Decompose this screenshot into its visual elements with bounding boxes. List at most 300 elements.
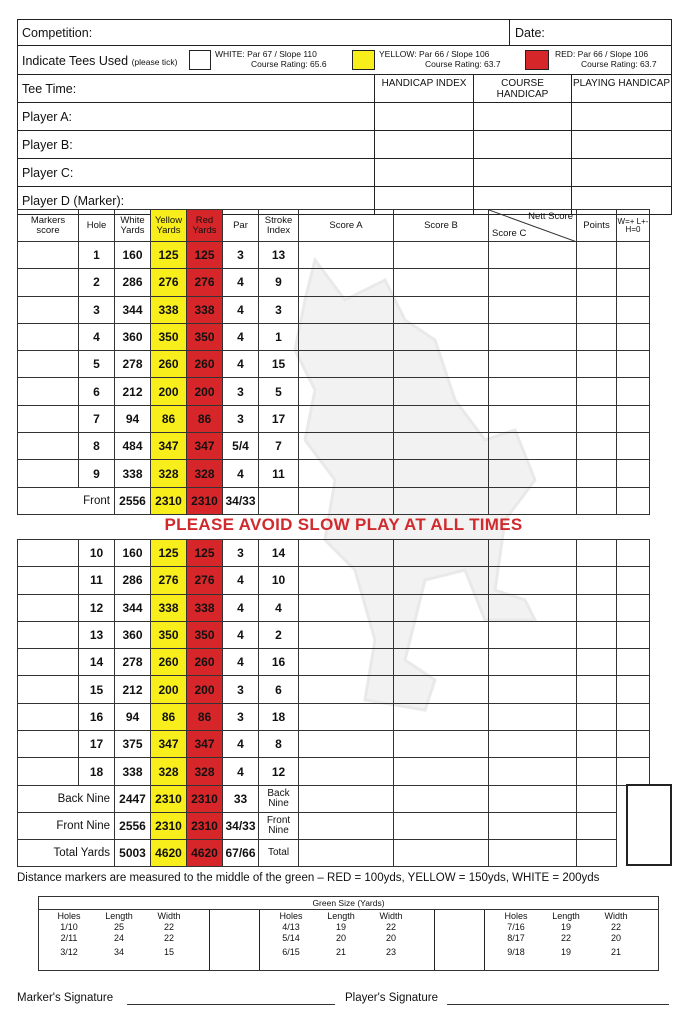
score-b-cell[interactable] [394,378,489,405]
points-cell[interactable] [577,812,617,839]
result-cell[interactable] [617,649,650,676]
par-value: 4 [223,296,259,323]
result-cell[interactable] [617,567,650,594]
white-tee-info: WHITE: Par 67 / Slope 110 Course Rating: 65.6 [215,49,327,69]
stroke-index: 7 [259,433,299,460]
marker-signature-label: Marker's Signature [17,992,114,1004]
white-yards: 360 [115,323,151,350]
score-cell[interactable] [577,487,617,514]
player-signature-label: Player's Signature [345,992,438,1004]
total-tag: Front Nine [259,812,299,839]
green-size-value: 24 [113,933,124,943]
hole-number: 9 [79,460,115,487]
par-value: 4 [223,323,259,350]
score-c-cell[interactable] [489,405,577,432]
score-a-cell[interactable] [299,703,394,730]
score-a-cell[interactable] [299,731,394,758]
front-total-row [18,487,650,514]
player-c-row[interactable] [18,159,671,187]
hole-number: 12 [79,594,115,621]
yellow-yards: 347 [151,731,187,758]
total-label: Front Nine [18,812,115,839]
par-value: 3 [223,540,259,567]
score-c-cell[interactable] [489,758,577,785]
markers-score-cell[interactable] [18,405,79,432]
stroke-index: 15 [259,351,299,378]
player-c-label: Player C: [22,166,74,180]
score-c-cell[interactable] [489,378,577,405]
hole-row [18,703,650,730]
score-b-cell[interactable] [394,758,489,785]
yellow-tee-checkbox[interactable] [352,50,375,70]
red-yards: 350 [187,323,223,350]
green-size-header: Length [327,911,355,921]
hole-row [18,269,650,296]
green-size-value: 8/17 [507,933,525,943]
points-cell[interactable] [577,323,617,350]
points-cell[interactable] [577,676,617,703]
total-yellow: 4620 [151,839,187,866]
green-size-table [38,896,659,971]
total-row [18,785,650,812]
score-c-cell[interactable] [489,594,577,621]
hole-row [18,567,650,594]
yellow-yards-header: Yellow Yards [151,210,187,242]
result-cell[interactable] [617,594,650,621]
white-yards: 338 [115,460,151,487]
yellow-yards: 200 [151,378,187,405]
player-signature-line[interactable] [447,1004,669,1005]
yellow-yards: 125 [151,242,187,269]
white-yards: 344 [115,594,151,621]
points-cell[interactable] [577,351,617,378]
points-cell[interactable] [577,839,617,866]
yellow-tee-info: YELLOW: Par 66 / Slope 106 Course Rating: 63.7 [379,49,501,69]
red-tee-info: RED: Par 66 / Slope 106 Course Rating: 63.7 [555,49,657,69]
green-size-column-length [321,911,361,958]
score-c-cell[interactable] [489,812,577,839]
score-c-cell[interactable] [489,839,577,866]
total-tag: Total [259,839,299,866]
score-a-cell[interactable] [299,351,394,378]
green-size-value: 22 [385,922,396,932]
green-size-value: 6/15 [282,947,300,957]
score-cell[interactable] [617,487,650,514]
green-size-column-holes [271,911,311,958]
score-c-cell[interactable] [489,731,577,758]
wlh-header: W=+ L+- H=0 [617,210,650,242]
score-cell[interactable] [489,487,577,514]
stroke-index-header: Stroke Index [259,210,299,242]
markers-score-cell[interactable] [18,649,79,676]
hole-row [18,460,650,487]
score-c-cell[interactable] [489,269,577,296]
result-cell[interactable] [617,758,650,785]
total-white: 5003 [115,839,151,866]
white-yards: 286 [115,567,151,594]
green-size-header: Length [105,911,133,921]
markers-score-cell[interactable] [18,703,79,730]
score-b-cell[interactable] [394,812,489,839]
hole-row [18,296,650,323]
hole-number: 5 [79,351,115,378]
par-value: 4 [223,351,259,378]
score-b-cell[interactable] [394,621,489,648]
markers-score-cell[interactable] [18,433,79,460]
par-value: 3 [223,242,259,269]
hole-number: 3 [79,296,115,323]
red-yards: 276 [187,269,223,296]
yellow-yards: 276 [151,269,187,296]
stroke-index: 2 [259,621,299,648]
score-a-cell[interactable] [299,649,394,676]
total-par: 33 [223,785,259,812]
score-a-cell[interactable] [299,460,394,487]
markers-score-cell[interactable] [18,351,79,378]
hole-number: 13 [79,621,115,648]
points-cell[interactable] [577,405,617,432]
score-c-cell[interactable] [489,351,577,378]
yellow-yards: 200 [151,676,187,703]
distance-note: Distance markers are measured to the middle of the green – RED = 100yds, YELLOW = 150yds, WHITE = 200yds [17,872,600,884]
points-cell[interactable] [577,242,617,269]
score-c-cell[interactable] [489,460,577,487]
nett-score-label: Nett Score [528,211,573,222]
red-yards-header: Red Yards [187,210,223,242]
front-total-label: Front [18,487,115,514]
back-nine-table [17,539,650,867]
red-yards: 276 [187,567,223,594]
green-size-value: 20 [385,933,396,943]
green-size-header: Length [552,911,580,921]
white-yards: 212 [115,378,151,405]
score-c-cell[interactable] [489,296,577,323]
score-a-header: Score A [299,210,394,242]
score-c-cell[interactable] [489,567,577,594]
score-a-cell[interactable] [299,785,394,812]
score-b-cell[interactable] [394,351,489,378]
score-a-cell[interactable] [299,540,394,567]
match-result-box[interactable] [626,784,672,866]
total-tag: Back Nine [259,785,299,812]
points-cell[interactable] [577,460,617,487]
stroke-index: 6 [259,676,299,703]
par-value: 4 [223,758,259,785]
red-yards: 328 [187,460,223,487]
white-yards: 344 [115,296,151,323]
yellow-yards: 350 [151,621,187,648]
hole-number: 10 [79,540,115,567]
red-yards: 347 [187,731,223,758]
par-header: Par [223,210,259,242]
result-cell[interactable] [617,731,650,758]
white-yards: 94 [115,703,151,730]
total-red: 2310 [187,785,223,812]
yellow-yards: 125 [151,540,187,567]
markers-score-cell[interactable] [18,460,79,487]
markers-score-cell[interactable] [18,323,79,350]
tees-hint: (please tick) [131,57,178,67]
markers-score-cell[interactable] [18,567,79,594]
points-cell[interactable] [577,567,617,594]
white-yards: 212 [115,676,151,703]
stroke-index: 10 [259,567,299,594]
green-size-value: 23 [385,947,396,957]
yellow-yards: 338 [151,296,187,323]
hole-number: 4 [79,323,115,350]
score-a-cell[interactable] [299,621,394,648]
score-c-cell[interactable] [489,540,577,567]
hole-number: 17 [79,731,115,758]
player-b-label: Player B: [22,138,73,152]
front-total-white: 2556 [115,487,151,514]
green-size-value: 20 [610,933,621,943]
yellow-yards: 350 [151,323,187,350]
red-yards: 338 [187,594,223,621]
green-size-value: 19 [560,947,571,957]
result-cell[interactable] [617,460,650,487]
red-yards: 260 [187,649,223,676]
red-yards: 125 [187,242,223,269]
stroke-index: 16 [259,649,299,676]
total-row [18,839,650,866]
result-cell[interactable] [617,296,650,323]
green-size-value: 2/11 [60,933,78,943]
tees-row [18,46,671,75]
score-b-cell[interactable] [394,540,489,567]
score-c-cell[interactable] [489,676,577,703]
green-size-value: 22 [560,933,571,943]
course-handicap-header: COURSE HANDICAP [496,78,549,100]
red-yards: 328 [187,758,223,785]
score-b-cell[interactable] [394,676,489,703]
score-b-cell[interactable] [394,594,489,621]
score-a-cell[interactable] [299,567,394,594]
stroke-index: 9 [259,269,299,296]
score-c-cell[interactable] [489,785,577,812]
header-block [17,19,672,215]
result-cell[interactable] [617,378,650,405]
total-white: 2556 [115,812,151,839]
hole-row [18,405,650,432]
score-c-cell[interactable] [489,703,577,730]
green-size-value: 19 [560,922,571,932]
yellow-yards: 86 [151,703,187,730]
result-cell[interactable] [617,269,650,296]
markers-score-cell[interactable] [18,621,79,648]
score-b-cell[interactable] [394,269,489,296]
green-size-column-length [546,911,586,958]
white-yards: 278 [115,351,151,378]
green-size-value: 7/16 [507,922,525,932]
score-a-cell[interactable] [299,758,394,785]
score-c-cell[interactable] [489,649,577,676]
markers-score-cell[interactable] [18,594,79,621]
hole-number: 18 [79,758,115,785]
hole-row [18,433,650,460]
score-a-cell[interactable] [299,269,394,296]
total-label: Back Nine [18,785,115,812]
green-size-value: 22 [163,922,174,932]
points-cell[interactable] [577,540,617,567]
red-tee-checkbox[interactable] [525,50,549,70]
stroke-index: 11 [259,460,299,487]
score-b-cell[interactable] [394,296,489,323]
score-a-cell[interactable] [299,378,394,405]
points-cell[interactable] [577,269,617,296]
stroke-index: 8 [259,731,299,758]
markers-score-cell[interactable] [18,758,79,785]
par-value: 3 [223,405,259,432]
points-cell[interactable] [577,621,617,648]
points-cell[interactable] [577,703,617,730]
green-size-title: Green Size (Yards) [39,897,658,910]
score-b-cell[interactable] [394,839,489,866]
total-yellow: 2310 [151,812,187,839]
result-cell[interactable] [617,405,650,432]
score-a-cell[interactable] [299,676,394,703]
result-cell[interactable] [617,676,650,703]
total-red: 4620 [187,839,223,866]
par-value: 4 [223,460,259,487]
front-total-yellow: 2310 [151,487,187,514]
score-b-cell[interactable] [394,405,489,432]
hole-row [18,242,650,269]
score-a-cell[interactable] [299,433,394,460]
player-d-label: Player D (Marker): [22,194,125,208]
green-size-header: Width [379,911,403,921]
score-cell[interactable] [394,487,489,514]
result-cell[interactable] [617,323,650,350]
score-a-cell[interactable] [299,812,394,839]
hole-number: 8 [79,433,115,460]
white-yards: 484 [115,433,151,460]
points-cell[interactable] [577,758,617,785]
yellow-yards: 328 [151,758,187,785]
stroke-index: 18 [259,703,299,730]
green-size-value: 22 [610,922,621,932]
marker-signature-line[interactable] [127,1004,335,1005]
result-cell[interactable] [617,621,650,648]
stroke-index: 17 [259,405,299,432]
white-tee-checkbox[interactable] [189,50,211,70]
score-b-cell[interactable] [394,242,489,269]
result-cell[interactable] [617,703,650,730]
score-a-cell[interactable] [299,839,394,866]
green-size-value: 4/13 [282,922,300,932]
hole-row [18,323,650,350]
score-b-cell[interactable] [394,567,489,594]
score-b-header: Score B [394,210,489,242]
par-value: 4 [223,269,259,296]
score-cell[interactable] [259,487,299,514]
hole-number: 15 [79,676,115,703]
total-par: 67/66 [223,839,259,866]
score-b-cell[interactable] [394,460,489,487]
red-yards: 125 [187,540,223,567]
result-cell[interactable] [617,351,650,378]
par-value: 4 [223,621,259,648]
points-header: Points [577,210,617,242]
points-cell[interactable] [577,296,617,323]
points-cell[interactable] [577,649,617,676]
markers-score-cell[interactable] [18,378,79,405]
markers-score-cell[interactable] [18,540,79,567]
stroke-index: 1 [259,323,299,350]
markers-score-cell[interactable] [18,731,79,758]
score-c-cell[interactable] [489,242,577,269]
hole-number: 6 [79,378,115,405]
green-size-column-holes [496,911,536,958]
score-b-cell[interactable] [394,433,489,460]
score-a-cell[interactable] [299,242,394,269]
hole-row [18,540,650,567]
score-c-cell[interactable] [489,433,577,460]
yellow-yards: 276 [151,567,187,594]
white-yards: 360 [115,621,151,648]
result-cell[interactable] [617,540,650,567]
result-cell[interactable] [617,433,650,460]
green-size-value: 25 [113,922,124,932]
markers-score-cell[interactable] [18,296,79,323]
white-yards: 160 [115,540,151,567]
green-size-header: Holes [57,911,81,921]
points-cell[interactable] [577,785,617,812]
slow-play-banner: PLEASE AVOID SLOW PLAY AT ALL TIMES [164,515,523,534]
red-yards: 86 [187,405,223,432]
score-b-cell[interactable] [394,649,489,676]
score-b-cell[interactable] [394,731,489,758]
score-a-cell[interactable] [299,594,394,621]
points-cell[interactable] [577,594,617,621]
score-a-cell[interactable] [299,405,394,432]
stroke-index: 12 [259,758,299,785]
tees-label: Indicate Tees Used [22,54,129,68]
points-cell[interactable] [577,731,617,758]
hole-row [18,378,650,405]
green-size-value: 22 [163,933,174,943]
green-size-column-width [596,911,636,958]
score-a-cell[interactable] [299,323,394,350]
markers-score-cell[interactable] [18,676,79,703]
green-size-header: Holes [279,911,303,921]
green-size-value: 9/18 [507,947,525,957]
score-b-cell[interactable] [394,323,489,350]
green-size-header: Width [157,911,181,921]
par-value: 3 [223,676,259,703]
score-c-cell[interactable] [489,621,577,648]
result-cell[interactable] [617,242,650,269]
green-size-column-width [371,911,411,958]
par-value: 4 [223,594,259,621]
white-yards: 375 [115,731,151,758]
markers-score-cell[interactable] [18,242,79,269]
points-cell[interactable] [577,433,617,460]
points-cell[interactable] [577,378,617,405]
markers-score-cell[interactable] [18,269,79,296]
score-b-cell[interactable] [394,703,489,730]
score-a-cell[interactable] [299,296,394,323]
green-size-column-holes [49,911,89,958]
green-size-value: 34 [113,947,124,957]
score-cell[interactable] [299,487,394,514]
score-b-cell[interactable] [394,785,489,812]
score-c-cell[interactable] [489,323,577,350]
player-a-row[interactable] [18,103,671,131]
green-size-value: 21 [610,947,621,957]
player-b-row[interactable] [18,131,671,159]
green-size-column-width [149,911,189,958]
